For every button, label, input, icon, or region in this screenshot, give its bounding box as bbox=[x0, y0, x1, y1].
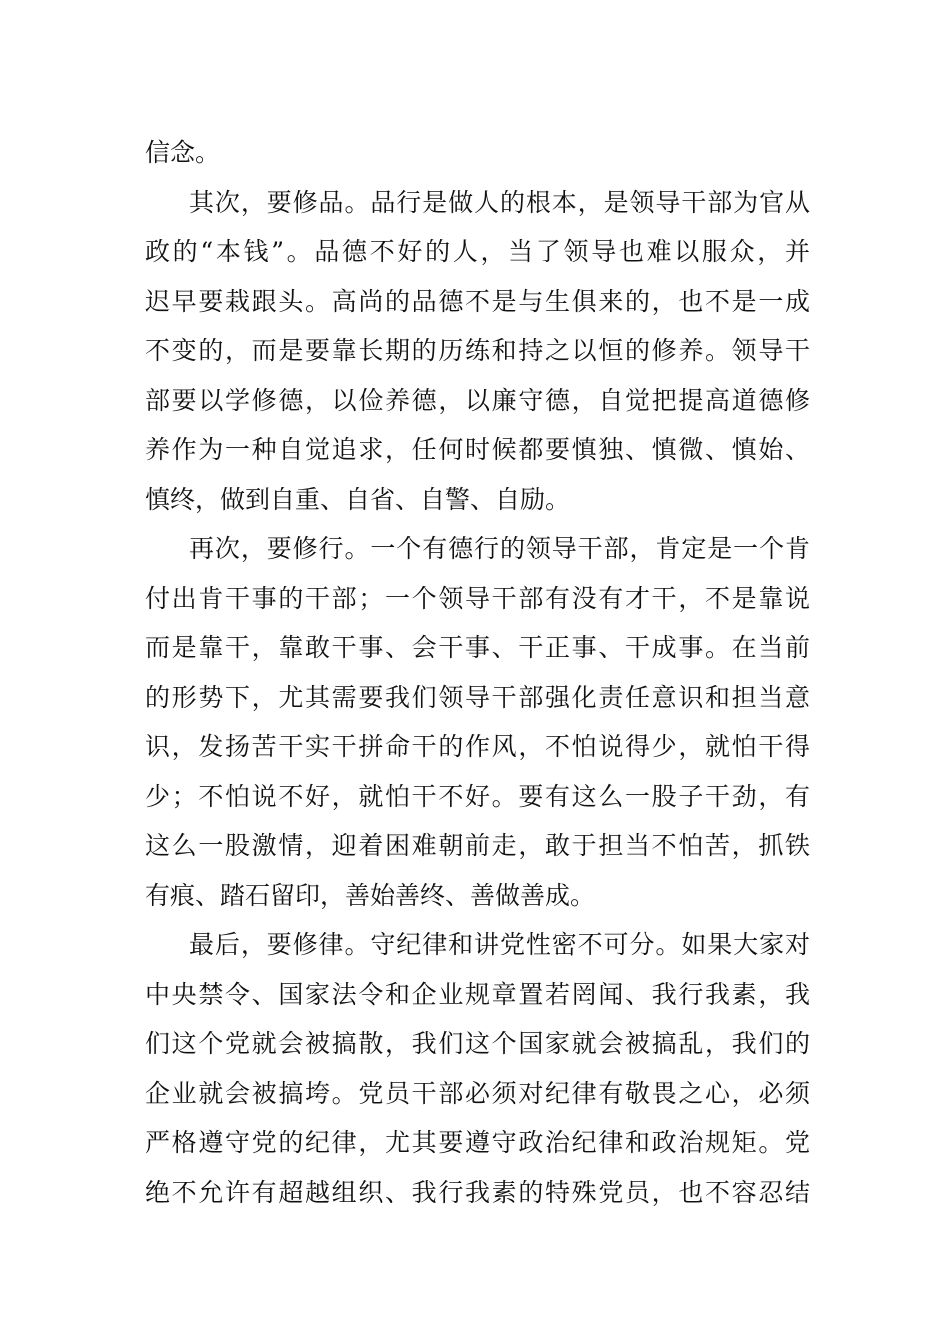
text-line: 迟早要栽跟头。高尚的品德不是与生俱来的，也不是一成 bbox=[145, 286, 810, 316]
text-line: 严格遵守党的纪律，尤其要遵守政治纪律和政治规矩。党 bbox=[145, 1128, 810, 1157]
text-line: 再次，要修行。一个有德行的领导干部，肯定是一个肯 bbox=[189, 534, 810, 563]
text-line: 绝不允许有超越组织、我行我素的特殊党员，也不容忍结 bbox=[145, 1177, 810, 1207]
text-line: 有痕、踏石留印，善始善终、善做善成。 bbox=[145, 880, 596, 910]
text-line: 而是靠干，靠敢干事、会干事、干正事、干成事。在当前 bbox=[145, 633, 810, 662]
text-line: 其次，要修品。品行是做人的根本，是领导干部为官从 bbox=[189, 187, 810, 217]
text-line: 不变的，而是要靠长期的历练和持之以恒的修养。领导干 bbox=[145, 336, 810, 365]
text-line: 信念。 bbox=[145, 138, 221, 167]
text-line: 部要以学修德，以俭养德，以廉守德，自觉把提高道德修 bbox=[145, 385, 810, 415]
text-line: 养作为一种自觉追求，任何时候都要慎独、慎微、慎始、 bbox=[145, 435, 810, 464]
text-line: 们这个党就会被搞散，我们这个国家就会被搞乱，我们的 bbox=[145, 1029, 810, 1058]
text-line: 识，发扬苦干实干拼命干的作风，不怕说得少，就怕干得 bbox=[145, 732, 810, 761]
text-line: 这么一股激情，迎着困难朝前走，敢于担当不怕苦，抓铁 bbox=[145, 831, 810, 860]
text-line: 付出肯干事的干部；一个领导干部有没有才干，不是靠说 bbox=[145, 583, 810, 613]
body-text bbox=[145, 128, 810, 1217]
text-line: 企业就会被搞垮。党员干部必须对纪律有敬畏之心，必须 bbox=[145, 1078, 810, 1108]
text-line: 的形势下，尤其需要我们领导干部强化责任意识和担当意 bbox=[145, 682, 810, 712]
text-line: 少；不怕说不好，就怕干不好。要有这么一股子干劲，有 bbox=[145, 781, 810, 811]
text-line: 政的“本钱”。品德不好的人，当了领导也难以服众，并 bbox=[145, 237, 810, 266]
text-line: 中央禁令、国家法令和企业规章置若罔闻、我行我素，我 bbox=[145, 979, 810, 1009]
text-line: 慎终，做到自重、自省、自警、自励。 bbox=[145, 484, 571, 514]
text-line: 最后，要修律。守纪律和讲党性密不可分。如果大家对 bbox=[189, 930, 810, 959]
